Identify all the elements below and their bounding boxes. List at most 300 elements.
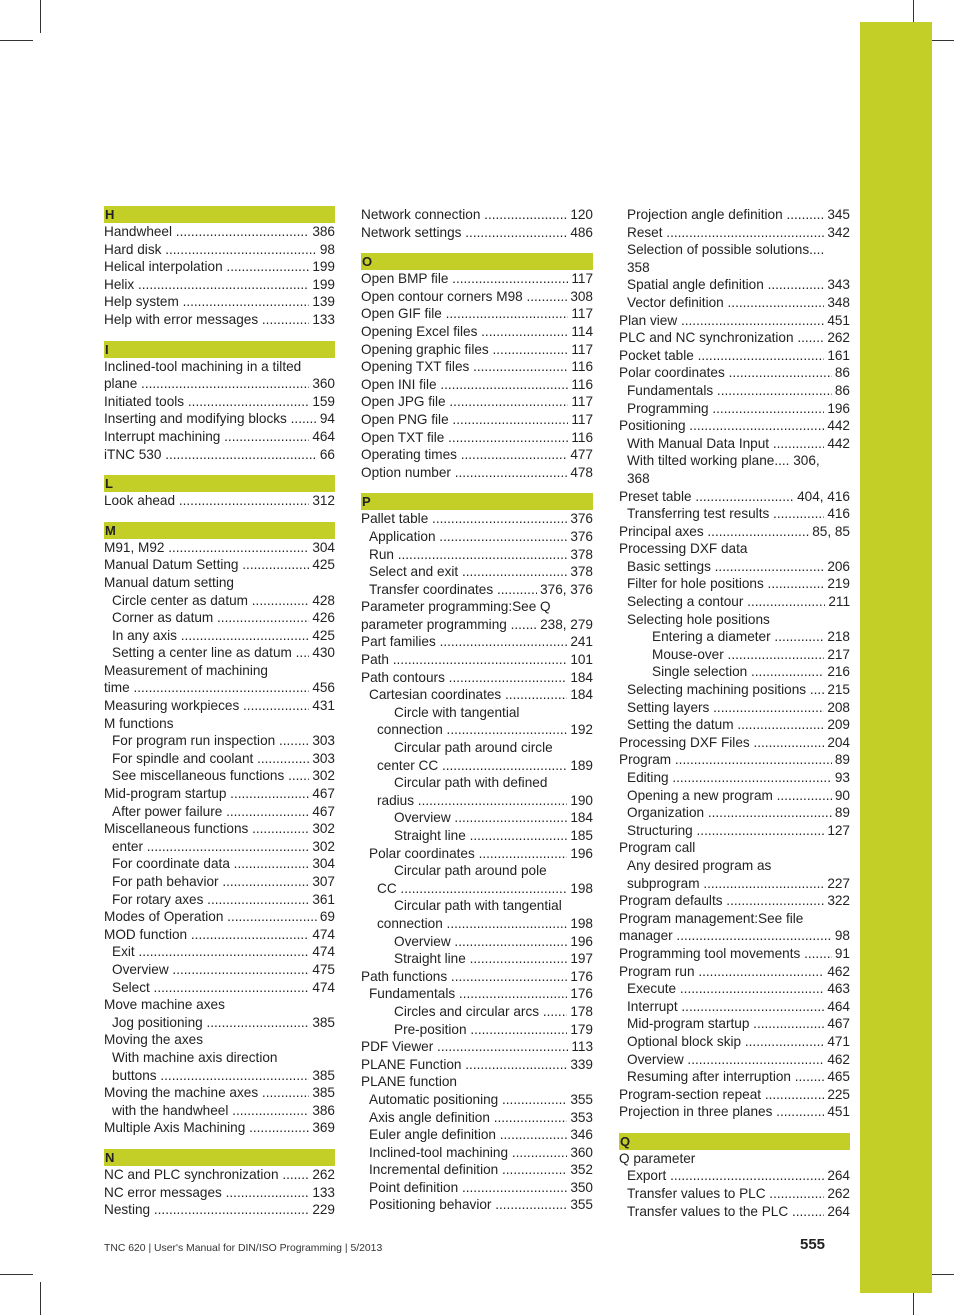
- entry-page[interactable]: 179: [567, 1021, 593, 1039]
- entry-page[interactable]: 352: [567, 1161, 593, 1179]
- entry-page[interactable]: 353: [567, 1109, 593, 1127]
- index-entry: [619, 787, 850, 805]
- entry-page[interactable]: 348: [824, 294, 850, 312]
- entry-term: Network connection .....: [361, 206, 593, 224]
- entry-page[interactable]: 355: [567, 1196, 593, 1214]
- entry-page[interactable]: 442: [824, 417, 850, 435]
- index-entry: [619, 910, 850, 928]
- entry-term: Single selection .....: [652, 663, 850, 681]
- index-entry: [361, 1021, 593, 1039]
- entry-term: Opening Excel files .....: [361, 323, 593, 341]
- entry-page[interactable]: 159: [309, 393, 335, 411]
- entry-term: Automatic positioning .....: [369, 1091, 593, 1109]
- entry-term: Transferring test results .....: [627, 505, 850, 523]
- entry-page[interactable]: 241: [567, 633, 593, 651]
- index-entry: [104, 293, 335, 311]
- entry-term: subprogram .....: [627, 875, 850, 893]
- entry-term: Circular path around pole: [394, 863, 547, 879]
- entry-page[interactable]: 117: [568, 341, 593, 359]
- entry-page[interactable]: 192: [567, 721, 593, 739]
- index-entry: [104, 855, 335, 873]
- entry-term: M functions: [104, 715, 174, 731]
- entry-term: After power failure .....: [112, 803, 335, 821]
- index-entry: [619, 1103, 850, 1121]
- entry-page[interactable]: 451: [824, 312, 850, 330]
- entry-page[interactable]: 238, 279: [537, 616, 593, 634]
- entry-term: Program .....: [619, 751, 850, 769]
- entry-page[interactable]: 117: [568, 411, 593, 429]
- section-gap: [104, 510, 335, 522]
- entry-term: with the handwheel .....: [112, 1102, 335, 1120]
- entry-page[interactable]: 302: [309, 838, 335, 856]
- entry-term: Exit .....: [112, 943, 335, 961]
- entry-page[interactable]: 477: [567, 446, 593, 464]
- index-entry: [104, 223, 335, 241]
- entry-page[interactable]: 227: [824, 875, 850, 893]
- entry-term: Run .....: [369, 546, 593, 564]
- index-entry: [361, 827, 593, 845]
- entry-page[interactable]: 98: [317, 241, 335, 259]
- index-entry: [619, 628, 850, 646]
- entry-page[interactable]: 385: [309, 1014, 335, 1032]
- entry-page[interactable]: 303: [309, 732, 335, 750]
- entry-page[interactable]: 451: [824, 1103, 850, 1121]
- index-entry: [361, 1144, 593, 1162]
- index-entry: [361, 950, 593, 968]
- entry-term: enter .....: [112, 838, 335, 856]
- index-entry: [619, 663, 850, 681]
- entry-page[interactable]: 416: [824, 505, 850, 523]
- entry-page[interactable]: 486: [567, 224, 593, 242]
- entry-page[interactable]: 462: [824, 963, 850, 981]
- entry-page[interactable]: 229: [309, 1201, 335, 1219]
- entry-page[interactable]: 471: [824, 1033, 850, 1051]
- entry-page[interactable]: 218: [824, 628, 850, 646]
- entry-page[interactable]: 442: [824, 435, 850, 453]
- index-entry: [104, 662, 335, 680]
- entry-page[interactable]: 467: [309, 785, 335, 803]
- index-entry: [104, 1031, 335, 1049]
- entry-page[interactable]: 355: [567, 1091, 593, 1109]
- entry-term: Selecting a contour .....: [627, 593, 850, 611]
- index-entry: [104, 574, 335, 592]
- entry-page[interactable]: 190: [567, 792, 593, 810]
- index-entry: [619, 294, 850, 312]
- entry-page[interactable]: 378: [567, 563, 593, 581]
- entry-page[interactable]: 464: [824, 998, 850, 1016]
- entry-term: Nesting .....: [104, 1201, 335, 1219]
- index-entry: [619, 558, 850, 576]
- entry-term: Pocket table .....: [619, 347, 850, 365]
- entry-page[interactable]: 216: [824, 663, 850, 681]
- index-entry: [104, 697, 335, 715]
- entry-page[interactable]: 139: [309, 293, 335, 311]
- entry-page[interactable]: 376, 376: [537, 581, 593, 599]
- entry-page[interactable]: 211: [825, 593, 850, 611]
- index-entry: [361, 1056, 593, 1074]
- entry-page[interactable]: 474: [309, 926, 335, 944]
- entry-page[interactable]: 196: [824, 400, 850, 418]
- entry-term: 358: [627, 259, 650, 275]
- index-entry: [619, 276, 850, 294]
- index-entry: [619, 1086, 850, 1104]
- entry-page[interactable]: 133: [309, 311, 335, 329]
- entry-page[interactable]: 385: [309, 1084, 335, 1102]
- entry-term: PLANE function: [361, 1074, 457, 1090]
- entry-page[interactable]: 343: [824, 276, 850, 294]
- entry-page[interactable]: 206: [824, 558, 850, 576]
- section-header: H: [104, 206, 335, 223]
- index-entry: [104, 410, 335, 428]
- entry-page[interactable]: 428: [309, 592, 335, 610]
- entry-page[interactable]: 89: [832, 751, 850, 769]
- entry-term: NC error messages .....: [104, 1184, 335, 1202]
- entry-term: MOD function .....: [104, 926, 335, 944]
- entry-term: Positioning behavior .....: [369, 1196, 593, 1214]
- entry-page[interactable]: 369: [309, 1119, 335, 1137]
- index-entry: [361, 1109, 593, 1127]
- section-gap: [361, 481, 593, 493]
- entry-term: Help system .....: [104, 293, 335, 311]
- entry-term: Multiple Axis Machining .....: [104, 1119, 335, 1137]
- entry-page[interactable]: 425: [309, 627, 335, 645]
- index-entry: [104, 908, 335, 926]
- entry-term: Structuring .....: [627, 822, 850, 840]
- index-entry: [619, 875, 850, 893]
- entry-page[interactable]: 339: [567, 1056, 593, 1074]
- index-entry: [619, 769, 850, 787]
- entry-term: Organization .....: [627, 804, 850, 822]
- entry-page[interactable]: 98: [832, 927, 850, 945]
- entry-page[interactable]: 463: [824, 980, 850, 998]
- entry-page[interactable]: 114: [568, 323, 593, 341]
- entry-term: Q parameter: [619, 1150, 696, 1166]
- entry-page[interactable]: 116: [568, 376, 593, 394]
- entry-page[interactable]: 225: [824, 1086, 850, 1104]
- entry-page[interactable]: 197: [567, 950, 593, 968]
- entry-page[interactable]: 345: [824, 206, 850, 224]
- index-entry: [104, 609, 335, 627]
- entry-term: Circle with tangential: [394, 704, 520, 720]
- entry-page[interactable]: 69: [317, 908, 335, 926]
- entry-page[interactable]: 425: [309, 556, 335, 574]
- index-entry: [361, 341, 593, 359]
- entry-page[interactable]: 385: [309, 1067, 335, 1085]
- entry-term: For program run inspection .....: [112, 732, 335, 750]
- entry-page[interactable]: 302: [309, 820, 335, 838]
- entry-term: Open TXT file .....: [361, 429, 593, 447]
- crop-mark: [40, 0, 41, 33]
- entry-page[interactable]: 478: [567, 464, 593, 482]
- entry-page[interactable]: 467: [309, 803, 335, 821]
- index-entry: [619, 611, 850, 629]
- entry-page[interactable]: 304: [309, 855, 335, 873]
- entry-term: With Manual Data Input .....: [627, 435, 850, 453]
- entry-term: Interrupt .....: [627, 998, 850, 1016]
- entry-term: Cartesian coordinates .....: [369, 686, 593, 704]
- entry-term: Euler angle definition .....: [369, 1126, 593, 1144]
- entry-term: Programming .....: [627, 400, 850, 418]
- entry-page[interactable]: 262: [824, 329, 850, 347]
- entry-term: Measurement of machining: [104, 662, 268, 678]
- index-entry: [361, 393, 593, 411]
- entry-term: Selecting hole positions: [627, 611, 770, 627]
- entry-term: Hard disk .....: [104, 241, 335, 259]
- section-gap: [619, 1121, 850, 1133]
- index-entry: [619, 1033, 850, 1051]
- index-entry: [619, 839, 850, 857]
- entry-page[interactable]: 127: [824, 822, 850, 840]
- index-entry: [104, 241, 335, 259]
- entry-term: Select .....: [112, 979, 335, 997]
- entry-term: time .....: [104, 679, 335, 697]
- index-entry: [361, 546, 593, 564]
- entry-page[interactable]: 198: [567, 915, 593, 933]
- entry-page[interactable]: 199: [309, 258, 335, 276]
- entry-term: plane .....: [104, 375, 335, 393]
- index-entry: [104, 1184, 335, 1202]
- index-entry: [619, 400, 850, 418]
- index-entry: [619, 804, 850, 822]
- section-header: O: [361, 253, 593, 270]
- entry-term: Processing DXF Files .....: [619, 734, 850, 752]
- entry-page[interactable]: 430: [309, 644, 335, 662]
- entry-term: Overview .....: [394, 809, 593, 827]
- entry-term: Incremental definition .....: [369, 1161, 593, 1179]
- entry-page[interactable]: 465: [824, 1068, 850, 1086]
- index-entry: [619, 593, 850, 611]
- entry-page[interactable]: 204: [824, 734, 850, 752]
- entry-term: Projection in three planes .....: [619, 1103, 850, 1121]
- entry-page[interactable]: 176: [567, 968, 593, 986]
- entry-term: Setting the datum .....: [627, 716, 850, 734]
- entry-term: Pre-position .....: [394, 1021, 593, 1039]
- index-entry: [104, 428, 335, 446]
- entry-page[interactable]: 161: [824, 347, 850, 365]
- entry-page[interactable]: 184: [567, 669, 593, 687]
- entry-term: Filter for hole positions .....: [627, 575, 850, 593]
- entry-term: Program call: [619, 840, 696, 856]
- index-entry: [619, 505, 850, 523]
- index-entry: [104, 375, 335, 393]
- index-entry: [619, 452, 850, 470]
- entry-page[interactable]: 475: [309, 961, 335, 979]
- index-entry: [619, 224, 850, 242]
- entry-page[interactable]: 208: [824, 699, 850, 717]
- entry-page[interactable]: 360: [567, 1144, 593, 1162]
- entry-page[interactable]: 303: [309, 750, 335, 768]
- entry-page[interactable]: 196: [567, 845, 593, 863]
- entry-term: Measuring workpieces .....: [104, 697, 335, 715]
- index-entry: [104, 1201, 335, 1219]
- entry-page[interactable]: 215: [824, 681, 850, 699]
- entry-page[interactable]: 117: [568, 270, 593, 288]
- entry-page[interactable]: 66: [317, 446, 335, 464]
- entry-page[interactable]: 199: [309, 276, 335, 294]
- entry-term: Principal axes .....: [619, 523, 850, 541]
- entry-page[interactable]: 178: [567, 1003, 593, 1021]
- entry-page[interactable]: 474: [309, 979, 335, 997]
- entry-term: Program defaults .....: [619, 892, 850, 910]
- index-entry: [361, 411, 593, 429]
- entry-term: Overview .....: [627, 1051, 850, 1069]
- index-entry: [619, 1068, 850, 1086]
- entry-page[interactable]: 262: [309, 1166, 335, 1184]
- entry-page[interactable]: 360: [309, 375, 335, 393]
- entry-page[interactable]: 85, 85: [809, 523, 850, 541]
- entry-page[interactable]: 376: [567, 528, 593, 546]
- index-entry: [104, 979, 335, 997]
- entry-term: connection .....: [377, 915, 593, 933]
- entry-term: Inclined-tool machining .....: [369, 1144, 593, 1162]
- entry-page[interactable]: 264: [824, 1167, 850, 1185]
- entry-page[interactable]: 378: [567, 546, 593, 564]
- entry-term: radius .....: [377, 792, 593, 810]
- entry-term: PLC and NC synchronization .....: [619, 329, 850, 347]
- entry-page[interactable]: 426: [309, 609, 335, 627]
- entry-term: With machine axis direction: [112, 1049, 278, 1065]
- index-entry: [104, 446, 335, 464]
- entry-page[interactable]: 462: [824, 1051, 850, 1069]
- crop-mark: [40, 1282, 41, 1315]
- index-entry: [104, 996, 335, 1014]
- entry-page[interactable]: 322: [824, 892, 850, 910]
- index-entry: [104, 943, 335, 961]
- section-gap: [104, 329, 335, 341]
- entry-term: Open BMP file .....: [361, 270, 593, 288]
- entry-page[interactable]: 113: [568, 1038, 593, 1056]
- entry-page[interactable]: 464: [309, 428, 335, 446]
- index-entry: [361, 1179, 593, 1197]
- index-entry: [361, 323, 593, 341]
- entry-term: Circles and circular arcs .....: [394, 1003, 593, 1021]
- entry-page[interactable]: 350: [567, 1179, 593, 1197]
- entry-term: Program management:See file: [619, 910, 804, 926]
- entry-page[interactable]: 308: [567, 288, 593, 306]
- entry-page[interactable]: 386: [309, 1102, 335, 1120]
- entry-page[interactable]: 467: [824, 1015, 850, 1033]
- crop-mark: [0, 40, 33, 41]
- index-column-3: [619, 206, 850, 1220]
- entry-term: For coordinate data .....: [112, 855, 335, 873]
- entry-page[interactable]: 264: [824, 1203, 850, 1221]
- entry-page[interactable]: 93: [832, 769, 850, 787]
- entry-page[interactable]: 184: [567, 686, 593, 704]
- entry-page[interactable]: 346: [567, 1126, 593, 1144]
- entry-page[interactable]: 86: [832, 364, 850, 382]
- index-entry: [361, 270, 593, 288]
- entry-term: Transfer coordinates .....: [369, 581, 593, 599]
- entry-page[interactable]: 117: [568, 393, 593, 411]
- entry-page[interactable]: 198: [567, 880, 593, 898]
- entry-page[interactable]: 116: [568, 358, 593, 376]
- entry-page[interactable]: 404, 416: [794, 488, 850, 506]
- entry-term: Open JPG file .....: [361, 393, 593, 411]
- entry-page[interactable]: 176: [567, 985, 593, 1003]
- entry-term: Manual Datum Setting .....: [104, 556, 335, 574]
- entry-page[interactable]: 474: [309, 943, 335, 961]
- entry-page[interactable]: 304: [309, 539, 335, 557]
- entry-page[interactable]: 91: [832, 945, 850, 963]
- entry-page[interactable]: 185: [567, 827, 593, 845]
- entry-term: Helical interpolation .....: [104, 258, 335, 276]
- entry-page[interactable]: 86: [832, 382, 850, 400]
- entry-term: 368: [627, 470, 650, 486]
- index-entry: [104, 276, 335, 294]
- entry-page[interactable]: 431: [309, 697, 335, 715]
- entry-page[interactable]: 376: [567, 510, 593, 528]
- entry-page[interactable]: 312: [309, 492, 335, 510]
- index-entry: [104, 732, 335, 750]
- entry-page[interactable]: 196: [567, 933, 593, 951]
- entry-page[interactable]: 116: [568, 429, 593, 447]
- entry-term: Programming tool movements .....: [619, 945, 850, 963]
- index-entry: [104, 393, 335, 411]
- entry-page[interactable]: 89: [832, 804, 850, 822]
- index-entry: [361, 915, 593, 933]
- section-gap: [104, 463, 335, 475]
- entry-term: Straight line .....: [394, 950, 593, 968]
- index-entry: [619, 1015, 850, 1033]
- entry-page[interactable]: 133: [309, 1184, 335, 1202]
- section-gap: [361, 241, 593, 253]
- index-entry: [619, 857, 850, 875]
- entry-term: Preset table .....: [619, 488, 850, 506]
- entry-page[interactable]: 217: [824, 646, 850, 664]
- index-entry: [619, 488, 850, 506]
- entry-term: Transfer values to the PLC .....: [627, 1203, 850, 1221]
- entry-term: Open PNG file .....: [361, 411, 593, 429]
- index-entry: [619, 892, 850, 910]
- entry-page[interactable]: 361: [309, 891, 335, 909]
- index-entry: [104, 1102, 335, 1120]
- index-entry: [619, 259, 850, 277]
- index-entry: [619, 435, 850, 453]
- index-entry: [104, 556, 335, 574]
- entry-page[interactable]: 307: [309, 873, 335, 891]
- entry-term: Selecting machining positions .....: [627, 681, 850, 699]
- page-number: 555: [800, 1236, 826, 1253]
- index-entry: [361, 1091, 593, 1109]
- entry-page[interactable]: 456: [309, 679, 335, 697]
- index-entry: [104, 1084, 335, 1102]
- entry-page[interactable]: 184: [567, 809, 593, 827]
- entry-term: Jog positioning .....: [112, 1014, 335, 1032]
- entry-page[interactable]: 189: [567, 757, 593, 775]
- entry-page[interactable]: 262: [824, 1185, 850, 1203]
- entry-page[interactable]: 302: [309, 767, 335, 785]
- entry-page[interactable]: 386: [309, 223, 335, 241]
- entry-page[interactable]: 120: [567, 206, 593, 224]
- entry-term: PDF Viewer .....: [361, 1038, 593, 1056]
- entry-page[interactable]: 209: [824, 716, 850, 734]
- entry-term: Fundamentals .....: [369, 985, 593, 1003]
- entry-page[interactable]: 90: [832, 787, 850, 805]
- entry-term: Helix .....: [104, 276, 335, 294]
- entry-page[interactable]: 219: [824, 575, 850, 593]
- index-entry: [361, 510, 593, 528]
- entry-term: Look ahead .....: [104, 492, 335, 510]
- entry-page[interactable]: 117: [568, 305, 593, 323]
- entry-page[interactable]: 101: [567, 651, 593, 669]
- entry-term: Mouse-over .....: [652, 646, 850, 664]
- entry-page[interactable]: 342: [824, 224, 850, 242]
- entry-term: Miscellaneous functions .....: [104, 820, 335, 838]
- entry-term: Fundamentals .....: [627, 382, 850, 400]
- section-header: I: [104, 341, 335, 358]
- entry-term: Positioning .....: [619, 417, 850, 435]
- entry-page[interactable]: 94: [317, 410, 335, 428]
